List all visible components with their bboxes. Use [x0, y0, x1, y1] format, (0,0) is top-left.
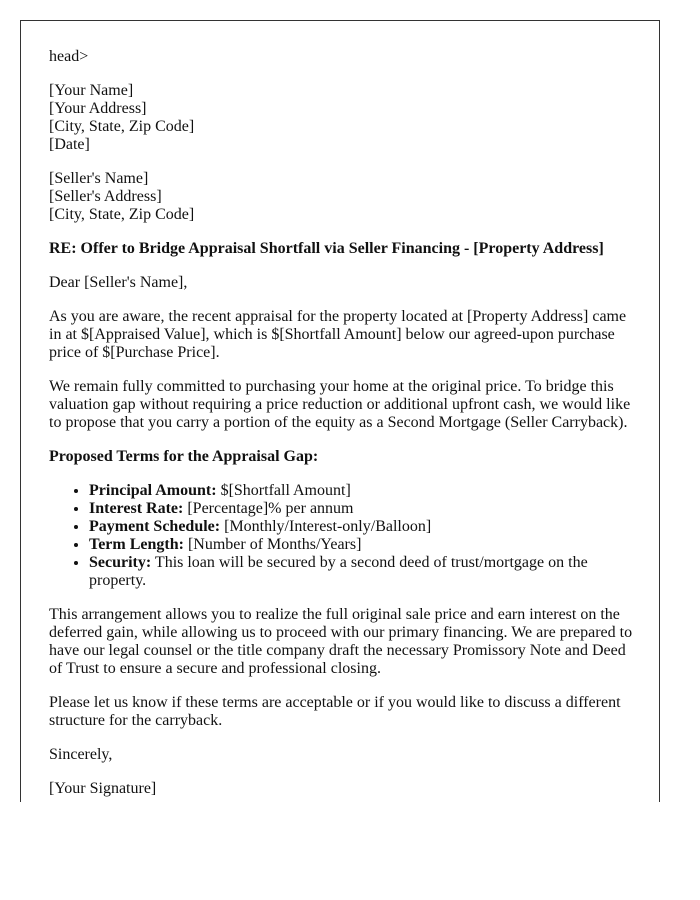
- letter-page: [20, 20, 660, 802]
- intro-paragraph: As you are aware, the recent appraisal for the property located at [Property Address] came in at $[Appraised Value], which is $[Shortfall Amount] below our agreed-upon purchase price of $[Purchase Price].: [49, 308, 627, 361]
- recipient-address: [Seller's Address]: [49, 188, 162, 205]
- recipient-name: [Seller's Name]: [49, 170, 149, 187]
- signoff: Sincerely,: [49, 746, 113, 763]
- commitment-paragraph: We remain fully committed to purchasing your home at the original price. To bridge this valuation gap without requiring a price reduction or additional upfront cash, we would like to propose that you carry a portion of the equity as a Second Mortgage (Seller Carryback).: [49, 378, 631, 431]
- subject-line: RE: Offer to Bridge Appraisal Shortfall via Seller Financing - [Property Address]: [49, 240, 604, 257]
- sender-address: [Your Address]: [49, 100, 147, 117]
- term-item-security: [89, 554, 639, 590]
- arrangement-paragraph: This arrangement allows you to realize the full original sale price and earn interest on the deferred gain, while allowing us to proceed with our primary financing. We are prepared to have our legal counsel or the title company draft the necessary Promissory Note and Deed of Trust to ensure a secure and professional closing.: [49, 606, 633, 677]
- term-label: Principal Amount:: [89, 482, 217, 499]
- terms-list: [49, 482, 639, 590]
- term-label: Term Length:: [89, 536, 184, 553]
- term-item-interest-rate: [89, 500, 639, 518]
- terms-heading: Proposed Terms for the Appraisal Gap:: [49, 448, 319, 465]
- term-item-payment-schedule: [89, 518, 639, 536]
- closing-request-paragraph: Please let us know if these terms are acceptable or if you would like to discuss a different structure for the carryback.: [49, 694, 621, 729]
- term-item-term-length: [89, 536, 639, 554]
- letter-content: [49, 48, 639, 802]
- term-label: Security:: [89, 554, 152, 571]
- recipient-city-state-zip: [City, State, Zip Code]: [49, 206, 195, 223]
- term-item-principal: [89, 482, 639, 500]
- term-value: This loan will be secured by a second deed of trust/mortgage on the property.: [89, 554, 588, 589]
- sender-block: [49, 82, 639, 154]
- term-value: $[Shortfall Amount]: [216, 482, 351, 499]
- recipient-block: [49, 170, 639, 224]
- term-label: Interest Rate:: [89, 500, 184, 517]
- stray-head-text: head>: [49, 48, 89, 65]
- term-label: Payment Schedule:: [89, 518, 221, 535]
- signature: [Your Signature]: [49, 780, 157, 797]
- sender-name: [Your Name]: [49, 82, 134, 99]
- letter-date: [Date]: [49, 136, 90, 153]
- salutation: Dear [Seller's Name],: [49, 274, 188, 291]
- term-value: [Percentage]% per annum: [183, 500, 354, 517]
- term-value: [Monthly/Interest-only/Balloon]: [220, 518, 432, 535]
- term-value: [Number of Months/Years]: [183, 536, 362, 553]
- sender-city-state-zip: [City, State, Zip Code]: [49, 118, 195, 135]
